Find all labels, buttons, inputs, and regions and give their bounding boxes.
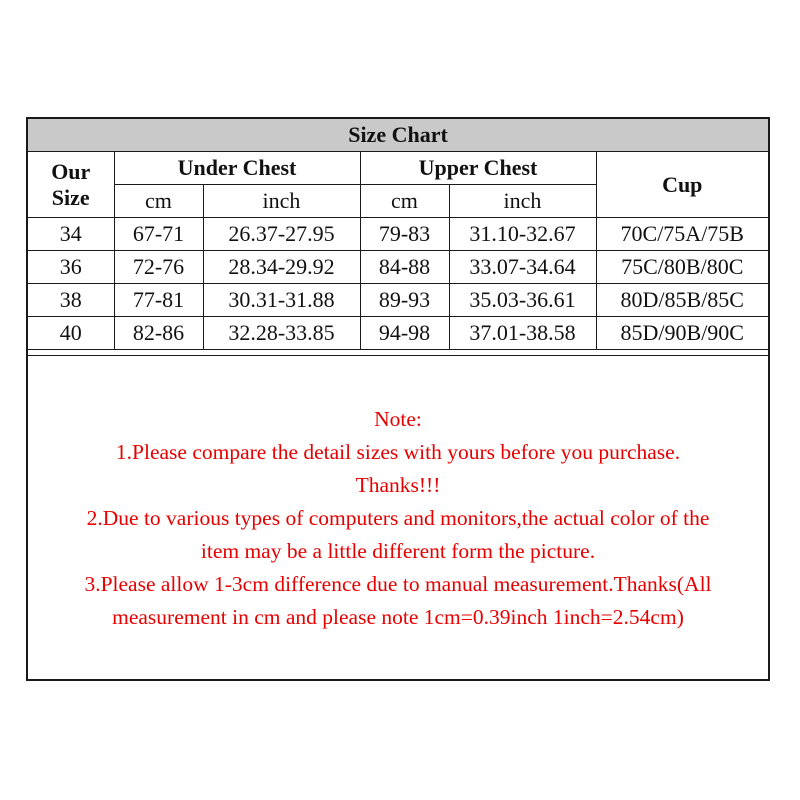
size-header: [28, 152, 114, 218]
under-chest-cm-unit: cm: [114, 185, 203, 218]
table-title: Size Chart: [28, 119, 768, 152]
table-row: [28, 284, 768, 317]
title-row: [28, 119, 768, 152]
size-chart: [26, 117, 770, 681]
cup-header: Cup: [596, 152, 768, 218]
under-chest-inch-unit: inch: [203, 185, 360, 218]
header-row: [28, 152, 768, 185]
table-cell: 38: [28, 284, 114, 317]
table-cell: 40: [28, 317, 114, 350]
table-cell: 94-98: [360, 317, 449, 350]
table-cell: 33.07-34.64: [449, 251, 596, 284]
note-line: 3.Please allow 1-3cm difference due to manual measurement.Thanks(All: [84, 572, 712, 596]
table-row: [28, 218, 768, 251]
size-header-line1: Our: [51, 158, 91, 184]
table-cell: 30.31-31.88: [203, 284, 360, 317]
table-cell: 36: [28, 251, 114, 284]
note-line: item may be a little different form the picture.: [200, 539, 596, 563]
table-cell: 77-81: [114, 284, 203, 317]
table-cell: 85D/90B/90C: [596, 317, 768, 350]
upper-chest-cm-unit: cm: [360, 185, 449, 218]
table-cell: 79-83: [360, 218, 449, 251]
table-cell: 75C/80B/80C: [596, 251, 768, 284]
note-line: 1.Please compare the detail sizes with yours before you purchase.: [115, 440, 681, 464]
table-cell: 26.37-27.95: [203, 218, 360, 251]
table-cell: 32.28-33.85: [203, 317, 360, 350]
table-cell: 67-71: [114, 218, 203, 251]
table-cell: 84-88: [360, 251, 449, 284]
note-line: Thanks!!!: [355, 473, 441, 497]
notes-section: [28, 355, 768, 679]
table-cell: 89-93: [360, 284, 449, 317]
size-table: [28, 119, 768, 350]
note-heading: Note:: [374, 407, 422, 431]
note-line: measurement in cm and please note 1cm=0.39inch 1inch=2.54cm): [112, 605, 684, 629]
table-row: [28, 251, 768, 284]
note-line: 2.Due to various types of computers and monitors,the actual color of the: [86, 506, 710, 530]
table-cell: 34: [28, 218, 114, 251]
table-cell: 31.10-32.67: [449, 218, 596, 251]
table-cell: 35.03-36.61: [449, 284, 596, 317]
under-chest-header: Under Chest: [114, 152, 360, 185]
upper-chest-header: Upper Chest: [360, 152, 596, 185]
size-header-line2: Size: [51, 184, 90, 210]
table-row: [28, 317, 768, 350]
table-cell: 70C/75A/75B: [596, 218, 768, 251]
table-cell: 28.34-29.92: [203, 251, 360, 284]
table-cell: 80D/85B/85C: [596, 284, 768, 317]
table-cell: 82-86: [114, 317, 203, 350]
upper-chest-inch-unit: inch: [449, 185, 596, 218]
table-cell: 72-76: [114, 251, 203, 284]
table-cell: 37.01-38.58: [449, 317, 596, 350]
